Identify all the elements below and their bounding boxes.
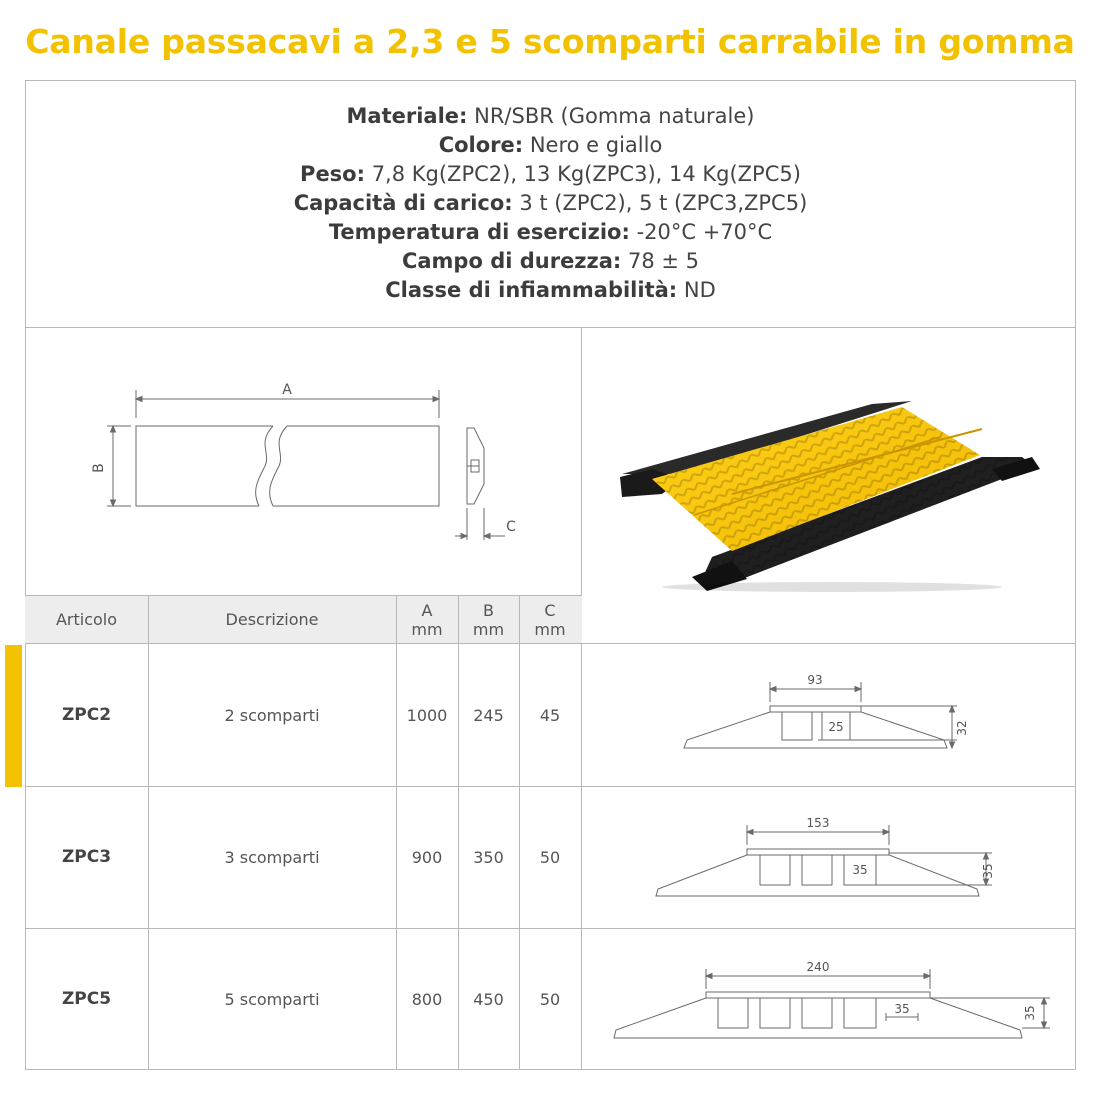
spec-materiale: Materiale: NR/SBR (Gomma naturale): [346, 104, 755, 128]
dimension-label-c: C: [506, 519, 516, 535]
row2-a: 900: [411, 848, 443, 867]
spec-temperatura: Temperatura di esercizio: -20°C +70°C: [328, 220, 773, 244]
divider-header-top: [25, 595, 582, 596]
row1-a: 1000: [406, 706, 448, 725]
spec-colore: Colore: Nero e giallo: [438, 133, 663, 157]
zpc2-channel-label: 25: [828, 720, 844, 734]
row2-c: 50: [539, 848, 561, 867]
row3-desc: 5 scomparti: [224, 990, 320, 1009]
row1-desc: 2 scomparti: [224, 706, 320, 725]
header-descrizione: Descrizione: [225, 610, 319, 629]
header-articolo: Articolo: [55, 610, 118, 629]
row3-a: 800: [411, 990, 443, 1009]
header-c-unit: mm: [534, 620, 566, 639]
row3-code: ZPC5: [61, 989, 112, 1009]
specs-block: [25, 80, 1076, 328]
zpc5-width-label: 240: [806, 960, 830, 974]
spec-infiammabilita: Classe di infiammabilità: ND: [385, 278, 716, 302]
header-c: [519, 601, 581, 639]
section-drawing-zpc2: [582, 644, 1075, 785]
row2-b: 350: [473, 848, 504, 867]
dimension-diagram: [25, 328, 581, 595]
zpc3-height-label: 35: [981, 863, 995, 879]
zpc2-height-label: 32: [955, 720, 969, 736]
dimension-label-a: A: [282, 382, 292, 398]
zpc5-height-label: 35: [1023, 1005, 1037, 1021]
header-b-label: B: [483, 601, 494, 620]
spec-peso: Peso: 7,8 Kg(ZPC2), 13 Kg(ZPC3), 14 Kg(ZPC5): [300, 162, 801, 186]
product-image: [582, 329, 1075, 594]
zpc3-width-label: 153: [806, 816, 830, 830]
dimension-label-b: B: [91, 463, 107, 473]
zpc5-channel-label: 35: [894, 1002, 910, 1016]
zpc2-width-label: 93: [807, 673, 823, 687]
row2-code: ZPC3: [61, 847, 112, 867]
spec-capacita: Capacità di carico: 3 t (ZPC2), 5 t (ZPC3,ZPC5): [293, 191, 808, 215]
row3-c: 50: [539, 990, 561, 1009]
row2-desc: 3 scomparti: [224, 848, 320, 867]
spec-durezza: Campo di durezza: 78 ± 5: [401, 249, 700, 273]
zpc3-channel-label: 35: [852, 863, 868, 877]
header-c-label: C: [544, 601, 556, 620]
section-drawing-zpc3: [582, 787, 1075, 928]
header-a: [396, 601, 458, 639]
row3-b: 450: [473, 990, 504, 1009]
row1-c: 45: [539, 706, 561, 725]
header-a-label: A: [421, 601, 433, 620]
accent-bar: [5, 645, 22, 787]
section-drawing-zpc5: [582, 929, 1075, 1070]
header-b-unit: mm: [472, 620, 505, 639]
page-title: Canale passacavi a 2,3 e 5 scomparti carrabile in gomma: [25, 22, 1075, 61]
header-b: [458, 601, 519, 639]
row1-b: 245: [473, 706, 504, 725]
row1-code: ZPC2: [61, 705, 112, 725]
header-a-unit: mm: [411, 620, 443, 639]
